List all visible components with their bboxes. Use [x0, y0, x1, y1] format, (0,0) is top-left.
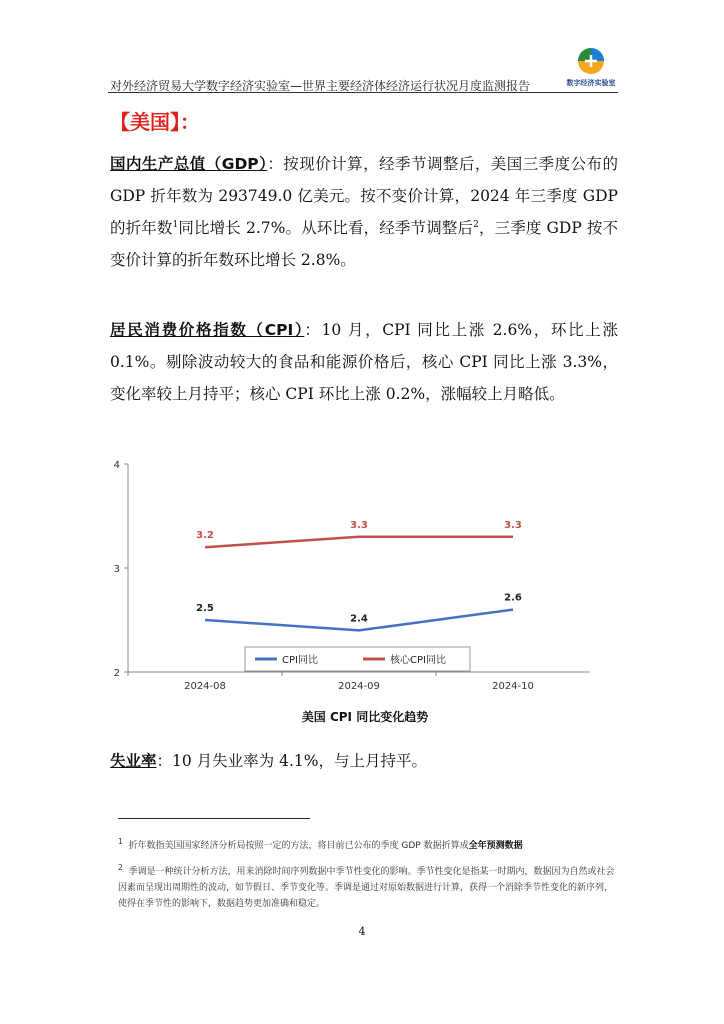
chart-title: 美国 CPI 同比变化趋势 [301, 710, 429, 724]
country-title: 【美国】： [110, 110, 200, 134]
report-header-title: 对外经济贸易大学数字经济实验室—世界主要经济体经济运行状况月度监测报告 [110, 79, 531, 93]
footnote-ref-2[interactable]: 2 [473, 219, 479, 230]
data-label: 2.4 [350, 613, 368, 625]
footnote-2-mark: 2 [118, 863, 123, 872]
y-tick-label: 2 [113, 668, 120, 679]
unemployment-text: ：10 月失业率为 4.1%，与上月持平。 [156, 752, 427, 770]
footnote-1 [118, 834, 618, 854]
footnote-2 [118, 860, 618, 912]
gdp-text-b: 同比增长 2.7%。从环比看，经季节调整后 [178, 219, 474, 237]
unemployment-paragraph [110, 745, 618, 777]
series-line-2 [205, 537, 513, 547]
x-tick-label: 2024-08 [184, 681, 226, 692]
footnote-1-bold: 全年预测数据 [468, 841, 523, 851]
cpi-term: 居民消费价格指数（CPI） [110, 321, 305, 339]
gdp-paragraph [110, 148, 618, 276]
data-label: 2.5 [196, 603, 214, 614]
page-number: 4 [358, 925, 366, 938]
footnote-1-mark: 1 [118, 837, 123, 846]
data-label: 3.3 [350, 519, 368, 531]
header-divider [108, 92, 618, 93]
footnote-1-text: 折年数指美国国家经济分析局按照一定的方法，将目前已公布的季度 GDP 数据折算成 [128, 841, 469, 851]
gdp-text-a: ：按现价计算，经季节调整后，美国三季度公布的 GDP 折年数为 293749.0 亿美元。按不变价计算，2024 年三季度 GDP 的折年数 [110, 155, 618, 237]
lab-logo-text: 数字经济实验室 [566, 79, 616, 87]
footnote-2-text: 季调是一种统计分析方法，用来消除时间序列数据中季节性变化的影响。季节性变化是指某一时期内，数据因为自然或社会因素而呈现出周期性的波动，如节假日、季节变化等。季调是通过对原始数据进行计算，获得一个消除季节性变化的新序列，使得在季节性的影响下，数据趋势更加准确和稳定。 [118, 867, 615, 909]
unemployment-term: 失业率 [110, 752, 157, 770]
footnote-divider [118, 818, 310, 819]
gdp-text-c: ，三季度 GDP 按不变价计算的折年数环比增长 2.8%。 [110, 219, 618, 269]
data-label: 3.3 [504, 519, 522, 531]
y-tick-label: 4 [113, 460, 120, 471]
cpi-text: ：10 月，CPI 同比上涨 2.6%，环比上涨 0.1%。剔除波动较大的食品和能源价格后，核心 CPI 同比上涨 3.3%，变化率较上月持平；核心 CPI 环比上涨 0.2%，涨幅较上月略低。 [110, 321, 618, 403]
footnote-ref-1[interactable]: 1 [172, 219, 179, 230]
gdp-term: 国内生产总值（GDP） [110, 155, 268, 173]
data-label: 3.2 [196, 530, 214, 542]
y-tick-label: 3 [113, 564, 120, 575]
x-tick-label: 2024-09 [338, 681, 380, 692]
data-label: 2.6 [504, 592, 522, 604]
legend-label: 核心CPI同比 [390, 655, 446, 666]
cpi-trend-chart [110, 455, 620, 695]
cpi-paragraph [110, 314, 618, 410]
x-tick-label: 2024-10 [492, 681, 534, 692]
legend-label: CPI同比 [282, 655, 318, 666]
